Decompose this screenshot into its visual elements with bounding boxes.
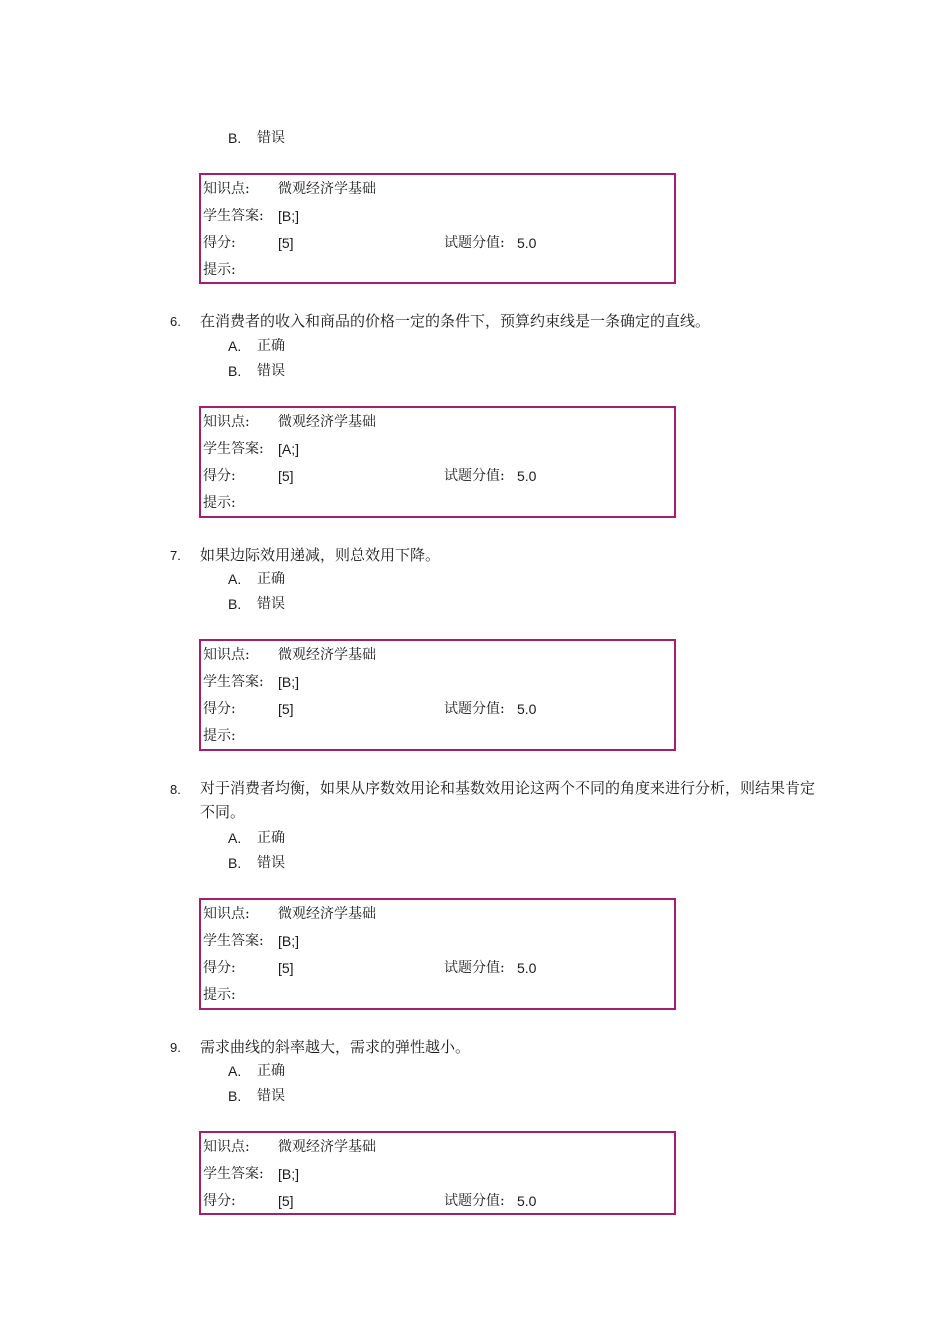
hint-label: 提示: [203,495,236,511]
option-text: 正确 [257,571,285,587]
student-answer-row [203,672,673,692]
point-value-label: 试题分值: [444,1193,505,1209]
answer-info-box [199,173,676,284]
question-text: 对于消费者均衡，如果从序数效用论和基数效用论这两个不同的角度来进行分析，则结果肯定不同。 [200,779,816,821]
student-answer-label: 学生答案: [203,933,264,949]
option-letter: A. [228,571,242,587]
option-text: 错误 [257,855,285,871]
student-answer-label: 学生答案: [203,1166,264,1182]
score-label: 得分: [203,701,236,717]
knowledge-value: 微观经济学基础 [278,1139,376,1155]
option-letter: B. [228,1088,242,1104]
score-value: [5] [278,235,294,251]
point-value: 5.0 [517,235,537,251]
knowledge-row [203,645,673,665]
student-answer-row [203,1164,673,1184]
question-number: 7. [170,548,181,563]
score-label: 得分: [203,235,236,251]
option-text: 错误 [257,130,285,146]
score-label: 得分: [203,468,236,484]
question-text: 如果边际效用递减，则总效用下降。 [200,546,441,564]
question-text: 在消费者的收入和商品的价格一定的条件下，预算约束线是一条确定的直线。 [200,312,711,330]
point-value-label: 试题分值: [444,468,505,484]
knowledge-row [203,904,673,924]
score-row [203,1191,673,1211]
score-row [203,699,673,719]
answer-info-box [199,406,676,518]
score-value: [5] [278,1193,294,1209]
knowledge-row [203,1137,673,1157]
score-value: [5] [278,960,294,976]
knowledge-value: 微观经济学基础 [278,906,376,922]
hint-label: 提示: [203,728,236,744]
question-number: 9. [170,1040,181,1055]
score-row [203,958,673,978]
point-value-label: 试题分值: [444,701,505,717]
point-value-label: 试题分值: [444,235,505,251]
option-letter: B. [228,130,242,146]
student-answer-label: 学生答案: [203,208,264,224]
knowledge-label: 知识点: [203,647,250,663]
student-answer-row [203,931,673,951]
knowledge-label: 知识点: [203,181,250,197]
question-text: 需求曲线的斜率越大，需求的弹性越小。 [200,1038,471,1056]
hint-label: 提示: [203,262,236,278]
point-value-label: 试题分值: [444,960,505,976]
knowledge-value: 微观经济学基础 [278,414,376,430]
hint-row [203,726,673,746]
knowledge-label: 知识点: [203,906,250,922]
question-number: 6. [170,314,181,329]
option-letter: A. [228,1063,242,1079]
option-letter: B. [228,855,242,871]
student-answer-value: [B;] [278,933,300,949]
student-answer-value: [B;] [278,1166,300,1182]
student-answer-row [203,206,673,226]
hint-row [203,260,673,280]
answer-info-box [199,898,676,1010]
answer-info-box [199,639,676,751]
point-value: 5.0 [517,1193,537,1209]
option-text: 正确 [257,1063,285,1079]
score-row [203,466,673,486]
option-text: 错误 [257,596,285,612]
hint-row [203,985,673,1005]
student-answer-row [203,439,673,459]
hint-row [203,493,673,513]
student-answer-label: 学生答案: [203,441,264,457]
point-value: 5.0 [517,468,537,484]
knowledge-value: 微观经济学基础 [278,181,376,197]
score-label: 得分: [203,960,236,976]
option-text: 错误 [257,1088,285,1104]
answer-info-box [199,1131,676,1215]
knowledge-row [203,412,673,432]
student-answer-value: [B;] [278,674,300,690]
score-value: [5] [278,468,294,484]
point-value: 5.0 [517,960,537,976]
point-value: 5.0 [517,701,537,717]
student-answer-value: [A;] [278,441,300,457]
knowledge-row [203,179,673,199]
score-row [203,233,673,253]
score-value: [5] [278,701,294,717]
student-answer-label: 学生答案: [203,674,264,690]
option-text: 正确 [257,830,285,846]
option-text: 错误 [257,363,285,379]
knowledge-label: 知识点: [203,414,250,430]
option-text: 正确 [257,338,285,354]
question-number: 8. [170,782,181,797]
knowledge-label: 知识点: [203,1139,250,1155]
option-letter: B. [228,596,242,612]
score-label: 得分: [203,1193,236,1209]
student-answer-value: [B;] [278,208,300,224]
option-letter: A. [228,338,242,354]
knowledge-value: 微观经济学基础 [278,647,376,663]
option-letter: B. [228,363,242,379]
hint-label: 提示: [203,987,236,1003]
option-letter: A. [228,830,242,846]
